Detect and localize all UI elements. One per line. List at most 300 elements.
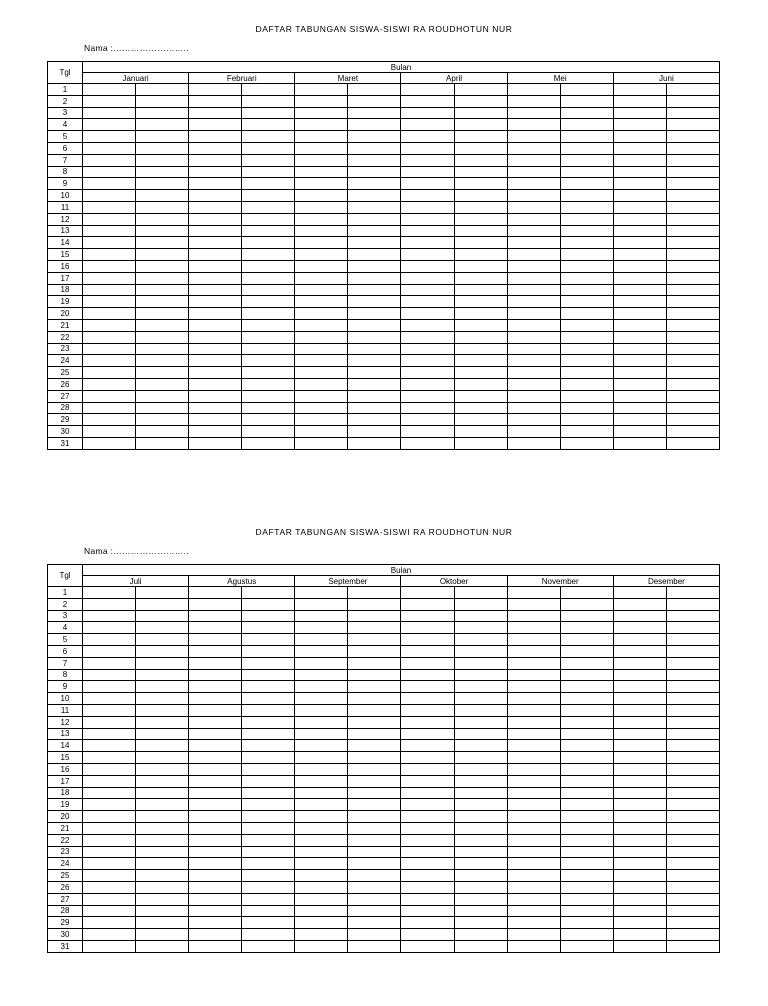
entry-cell[interactable] [83,834,136,846]
entry-cell[interactable] [401,610,454,622]
entry-cell[interactable] [295,154,348,166]
entry-cell[interactable] [401,119,454,131]
entry-cell[interactable] [560,657,613,669]
entry-cell[interactable] [560,272,613,284]
entry-cell[interactable] [560,940,613,952]
entry-cell[interactable] [136,681,189,693]
entry-cell[interactable] [401,201,454,213]
entry-cell[interactable] [242,704,295,716]
entry-cell[interactable] [136,822,189,834]
entry-cell[interactable] [136,131,189,143]
entry-cell[interactable] [83,260,136,272]
entry-cell[interactable] [560,893,613,905]
entry-cell[interactable] [507,237,560,249]
entry-cell[interactable] [401,858,454,870]
entry-cell[interactable] [666,437,719,449]
entry-cell[interactable] [560,201,613,213]
entry-cell[interactable] [454,260,507,272]
entry-cell[interactable] [560,799,613,811]
entry-cell[interactable] [348,598,401,610]
entry-cell[interactable] [507,95,560,107]
entry-cell[interactable] [295,940,348,952]
entry-cell[interactable] [189,142,242,154]
entry-cell[interactable] [348,740,401,752]
entry-cell[interactable] [560,905,613,917]
entry-cell[interactable] [242,881,295,893]
entry-cell[interactable] [295,343,348,355]
entry-cell[interactable] [136,870,189,882]
entry-cell[interactable] [401,622,454,634]
entry-cell[interactable] [454,587,507,599]
entry-cell[interactable] [189,929,242,941]
entry-cell[interactable] [189,296,242,308]
entry-cell[interactable] [242,343,295,355]
entry-cell[interactable] [242,284,295,296]
entry-cell[interactable] [189,437,242,449]
entry-cell[interactable] [401,881,454,893]
entry-cell[interactable] [613,893,666,905]
entry-cell[interactable] [295,905,348,917]
entry-cell[interactable] [242,296,295,308]
entry-cell[interactable] [613,610,666,622]
entry-cell[interactable] [454,870,507,882]
entry-cell[interactable] [83,343,136,355]
entry-cell[interactable] [507,378,560,390]
entry-cell[interactable] [666,940,719,952]
entry-cell[interactable] [613,634,666,646]
entry-cell[interactable] [295,693,348,705]
entry-cell[interactable] [83,728,136,740]
entry-cell[interactable] [454,846,507,858]
entry-cell[interactable] [507,905,560,917]
entry-cell[interactable] [454,319,507,331]
entry-cell[interactable] [613,740,666,752]
entry-cell[interactable] [242,787,295,799]
entry-cell[interactable] [348,622,401,634]
entry-cell[interactable] [242,870,295,882]
entry-cell[interactable] [83,249,136,261]
entry-cell[interactable] [507,426,560,438]
entry-cell[interactable] [242,940,295,952]
entry-cell[interactable] [401,107,454,119]
entry-cell[interactable] [613,811,666,823]
entry-cell[interactable] [613,249,666,261]
entry-cell[interactable] [348,929,401,941]
entry-cell[interactable] [136,308,189,320]
entry-cell[interactable] [83,681,136,693]
entry-cell[interactable] [242,119,295,131]
entry-cell[interactable] [454,308,507,320]
entry-cell[interactable] [560,260,613,272]
entry-cell[interactable] [136,95,189,107]
entry-cell[interactable] [401,905,454,917]
entry-cell[interactable] [613,905,666,917]
entry-cell[interactable] [560,142,613,154]
entry-cell[interactable] [136,225,189,237]
entry-cell[interactable] [666,822,719,834]
entry-cell[interactable] [666,728,719,740]
entry-cell[interactable] [507,858,560,870]
entry-cell[interactable] [401,681,454,693]
entry-cell[interactable] [83,669,136,681]
entry-cell[interactable] [454,343,507,355]
entry-cell[interactable] [242,905,295,917]
entry-cell[interactable] [613,402,666,414]
entry-cell[interactable] [189,331,242,343]
entry-cell[interactable] [507,587,560,599]
entry-cell[interactable] [454,905,507,917]
entry-cell[interactable] [242,367,295,379]
entry-cell[interactable] [666,799,719,811]
entry-cell[interactable] [666,716,719,728]
entry-cell[interactable] [295,917,348,929]
entry-cell[interactable] [401,634,454,646]
entry-cell[interactable] [666,284,719,296]
entry-cell[interactable] [136,367,189,379]
entry-cell[interactable] [666,378,719,390]
entry-cell[interactable] [348,811,401,823]
entry-cell[interactable] [348,881,401,893]
entry-cell[interactable] [454,131,507,143]
entry-cell[interactable] [454,237,507,249]
entry-cell[interactable] [560,587,613,599]
entry-cell[interactable] [348,669,401,681]
entry-cell[interactable] [295,107,348,119]
entry-cell[interactable] [560,787,613,799]
entry-cell[interactable] [136,881,189,893]
entry-cell[interactable] [348,787,401,799]
entry-cell[interactable] [295,355,348,367]
entry-cell[interactable] [666,178,719,190]
entry-cell[interactable] [401,799,454,811]
entry-cell[interactable] [242,669,295,681]
entry-cell[interactable] [560,131,613,143]
entry-cell[interactable] [136,355,189,367]
entry-cell[interactable] [454,201,507,213]
entry-cell[interactable] [613,284,666,296]
entry-cell[interactable] [136,940,189,952]
entry-cell[interactable] [348,237,401,249]
entry-cell[interactable] [348,693,401,705]
entry-cell[interactable] [666,645,719,657]
entry-cell[interactable] [507,846,560,858]
entry-cell[interactable] [242,154,295,166]
entry-cell[interactable] [613,704,666,716]
entry-cell[interactable] [295,308,348,320]
entry-cell[interactable] [136,402,189,414]
entry-cell[interactable] [401,142,454,154]
entry-cell[interactable] [348,319,401,331]
entry-cell[interactable] [454,881,507,893]
entry-cell[interactable] [83,610,136,622]
entry-cell[interactable] [666,598,719,610]
entry-cell[interactable] [189,402,242,414]
entry-cell[interactable] [136,331,189,343]
entry-cell[interactable] [666,893,719,905]
entry-cell[interactable] [136,154,189,166]
entry-cell[interactable] [454,728,507,740]
entry-cell[interactable] [401,811,454,823]
entry-cell[interactable] [189,225,242,237]
entry-cell[interactable] [295,142,348,154]
entry-cell[interactable] [189,740,242,752]
entry-cell[interactable] [242,414,295,426]
entry-cell[interactable] [83,95,136,107]
entry-cell[interactable] [348,367,401,379]
entry-cell[interactable] [242,95,295,107]
entry-cell[interactable] [666,390,719,402]
entry-cell[interactable] [666,319,719,331]
entry-cell[interactable] [454,822,507,834]
entry-cell[interactable] [348,249,401,261]
entry-cell[interactable] [242,811,295,823]
entry-cell[interactable] [613,669,666,681]
entry-cell[interactable] [189,154,242,166]
entry-cell[interactable] [507,390,560,402]
entry-cell[interactable] [507,669,560,681]
entry-cell[interactable] [666,84,719,96]
entry-cell[interactable] [454,775,507,787]
entry-cell[interactable] [401,154,454,166]
entry-cell[interactable] [136,319,189,331]
entry-cell[interactable] [83,740,136,752]
entry-cell[interactable] [348,763,401,775]
entry-cell[interactable] [454,622,507,634]
entry-cell[interactable] [560,693,613,705]
entry-cell[interactable] [560,319,613,331]
entry-cell[interactable] [401,587,454,599]
entry-cell[interactable] [666,610,719,622]
entry-cell[interactable] [83,693,136,705]
entry-cell[interactable] [401,308,454,320]
entry-cell[interactable] [242,681,295,693]
entry-cell[interactable] [83,272,136,284]
entry-cell[interactable] [507,284,560,296]
entry-cell[interactable] [136,390,189,402]
entry-cell[interactable] [348,426,401,438]
entry-cell[interactable] [295,190,348,202]
entry-cell[interactable] [666,107,719,119]
entry-cell[interactable] [560,355,613,367]
entry-cell[interactable] [295,426,348,438]
entry-cell[interactable] [189,645,242,657]
entry-cell[interactable] [295,119,348,131]
entry-cell[interactable] [666,260,719,272]
entry-cell[interactable] [189,822,242,834]
entry-cell[interactable] [613,367,666,379]
entry-cell[interactable] [613,272,666,284]
entry-cell[interactable] [401,870,454,882]
entry-cell[interactable] [83,858,136,870]
entry-cell[interactable] [348,752,401,764]
entry-cell[interactable] [295,378,348,390]
entry-cell[interactable] [136,905,189,917]
entry-cell[interactable] [560,752,613,764]
entry-cell[interactable] [242,752,295,764]
entry-cell[interactable] [136,657,189,669]
entry-cell[interactable] [560,598,613,610]
entry-cell[interactable] [295,367,348,379]
entry-cell[interactable] [348,846,401,858]
entry-cell[interactable] [242,355,295,367]
entry-cell[interactable] [83,437,136,449]
entry-cell[interactable] [560,249,613,261]
entry-cell[interactable] [242,587,295,599]
entry-cell[interactable] [348,645,401,657]
entry-cell[interactable] [136,178,189,190]
entry-cell[interactable] [613,763,666,775]
entry-cell[interactable] [189,811,242,823]
entry-cell[interactable] [401,716,454,728]
entry-cell[interactable] [189,272,242,284]
entry-cell[interactable] [189,728,242,740]
entry-cell[interactable] [560,284,613,296]
entry-cell[interactable] [189,367,242,379]
entry-cell[interactable] [189,119,242,131]
entry-cell[interactable] [666,669,719,681]
entry-cell[interactable] [560,917,613,929]
entry-cell[interactable] [401,237,454,249]
entry-cell[interactable] [189,131,242,143]
entry-cell[interactable] [136,669,189,681]
entry-cell[interactable] [613,178,666,190]
entry-cell[interactable] [454,225,507,237]
entry-cell[interactable] [83,645,136,657]
entry-cell[interactable] [560,822,613,834]
entry-cell[interactable] [136,858,189,870]
entry-cell[interactable] [507,272,560,284]
entry-cell[interactable] [295,645,348,657]
entry-cell[interactable] [189,610,242,622]
entry-cell[interactable] [613,929,666,941]
entry-cell[interactable] [83,929,136,941]
entry-cell[interactable] [507,693,560,705]
entry-cell[interactable] [454,284,507,296]
entry-cell[interactable] [454,940,507,952]
entry-cell[interactable] [189,634,242,646]
entry-cell[interactable] [507,657,560,669]
entry-cell[interactable] [507,775,560,787]
entry-cell[interactable] [136,166,189,178]
entry-cell[interactable] [401,752,454,764]
entry-cell[interactable] [348,402,401,414]
entry-cell[interactable] [613,716,666,728]
entry-cell[interactable] [507,645,560,657]
entry-cell[interactable] [401,414,454,426]
entry-cell[interactable] [666,154,719,166]
entry-cell[interactable] [666,355,719,367]
entry-cell[interactable] [507,811,560,823]
entry-cell[interactable] [83,905,136,917]
entry-cell[interactable] [136,775,189,787]
entry-cell[interactable] [507,881,560,893]
entry-cell[interactable] [401,84,454,96]
entry-cell[interactable] [242,190,295,202]
entry-cell[interactable] [401,669,454,681]
entry-cell[interactable] [666,704,719,716]
entry-cell[interactable] [295,237,348,249]
entry-cell[interactable] [454,390,507,402]
entry-cell[interactable] [401,693,454,705]
entry-cell[interactable] [454,154,507,166]
entry-cell[interactable] [613,858,666,870]
entry-cell[interactable] [136,704,189,716]
entry-cell[interactable] [189,319,242,331]
entry-cell[interactable] [666,587,719,599]
entry-cell[interactable] [560,178,613,190]
entry-cell[interactable] [507,929,560,941]
entry-cell[interactable] [613,437,666,449]
entry-cell[interactable] [507,343,560,355]
entry-cell[interactable] [454,763,507,775]
entry-cell[interactable] [666,142,719,154]
entry-cell[interactable] [666,237,719,249]
entry-cell[interactable] [613,846,666,858]
entry-cell[interactable] [666,811,719,823]
entry-cell[interactable] [560,426,613,438]
entry-cell[interactable] [189,190,242,202]
entry-cell[interactable] [295,763,348,775]
entry-cell[interactable] [666,308,719,320]
entry-cell[interactable] [348,390,401,402]
entry-cell[interactable] [507,752,560,764]
entry-cell[interactable] [401,834,454,846]
entry-cell[interactable] [613,414,666,426]
entry-cell[interactable] [401,787,454,799]
entry-cell[interactable] [666,693,719,705]
entry-cell[interactable] [613,881,666,893]
entry-cell[interactable] [189,237,242,249]
entry-cell[interactable] [189,355,242,367]
entry-cell[interactable] [666,272,719,284]
entry-cell[interactable] [189,390,242,402]
entry-cell[interactable] [507,940,560,952]
entry-cell[interactable] [613,390,666,402]
entry-cell[interactable] [242,201,295,213]
entry-cell[interactable] [242,610,295,622]
entry-cell[interactable] [454,752,507,764]
entry-cell[interactable] [136,437,189,449]
entry-cell[interactable] [136,201,189,213]
entry-cell[interactable] [136,190,189,202]
entry-cell[interactable] [83,846,136,858]
entry-cell[interactable] [613,119,666,131]
entry-cell[interactable] [83,190,136,202]
entry-cell[interactable] [295,402,348,414]
entry-cell[interactable] [507,787,560,799]
entry-cell[interactable] [507,634,560,646]
entry-cell[interactable] [348,940,401,952]
entry-cell[interactable] [401,704,454,716]
entry-cell[interactable] [136,929,189,941]
entry-cell[interactable] [613,166,666,178]
entry-cell[interactable] [666,787,719,799]
entry-cell[interactable] [454,119,507,131]
entry-cell[interactable] [189,95,242,107]
entry-cell[interactable] [242,645,295,657]
entry-cell[interactable] [295,178,348,190]
entry-cell[interactable] [189,799,242,811]
entry-cell[interactable] [295,272,348,284]
entry-cell[interactable] [348,799,401,811]
entry-cell[interactable] [136,296,189,308]
entry-cell[interactable] [295,822,348,834]
entry-cell[interactable] [560,402,613,414]
entry-cell[interactable] [348,131,401,143]
entry-cell[interactable] [401,940,454,952]
entry-cell[interactable] [83,787,136,799]
entry-cell[interactable] [295,95,348,107]
